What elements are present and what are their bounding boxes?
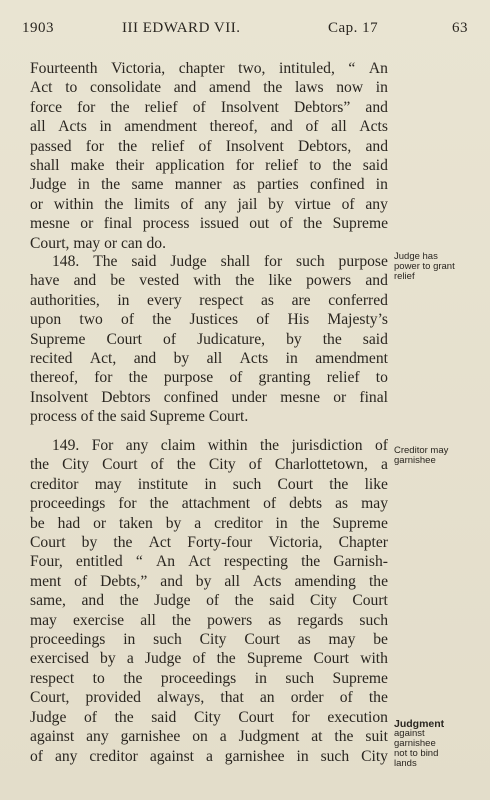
text-line: have and be vested with the like powers and bbox=[30, 272, 388, 290]
header-chapter: Cap. 17 bbox=[328, 20, 379, 36]
margin-note-judgment-lands bbox=[394, 719, 474, 769]
text-line: against any garnishee on a Judgment at the suit bbox=[30, 728, 388, 746]
text-line: same, and the Judge of the said City Court bbox=[30, 592, 388, 610]
text-line: Court, provided always, that an order of the bbox=[30, 689, 388, 707]
text-line: may exercise all the powers as regards such bbox=[30, 611, 388, 629]
margin-note-line: Creditor may bbox=[394, 445, 449, 456]
text-line: Court, may or can do. bbox=[30, 234, 166, 252]
header-title: III EDWARD VII. bbox=[122, 20, 241, 36]
margin-note-line: power to grant bbox=[394, 261, 455, 272]
section-149 bbox=[30, 436, 388, 766]
text-line: Judge of the said City Court for execution bbox=[30, 708, 388, 726]
text-line: mesne or final process issued out of the Supreme bbox=[30, 215, 388, 233]
paragraph-continuation bbox=[30, 59, 388, 253]
margin-note-line: Judge has bbox=[394, 251, 438, 262]
text-line: creditor may institute in such Court the like bbox=[30, 475, 388, 493]
text-line: thereof, for the purpose of granting relief to bbox=[30, 369, 388, 387]
margin-note-line: lands bbox=[394, 758, 417, 769]
margin-note-line: Judgment bbox=[394, 718, 445, 730]
text-line: shall make their application for relief to the said bbox=[30, 157, 388, 175]
text-line: force for the relief of Insolvent Debtors” and bbox=[30, 98, 388, 116]
margin-note-line: garnishee bbox=[394, 738, 436, 749]
margin-note-line: garnishee bbox=[394, 455, 436, 466]
text-line: Fourteenth Victoria, chapter two, intituled, “ An bbox=[30, 60, 388, 77]
text-line: 149. For any claim within the jurisdiction of bbox=[52, 437, 388, 454]
margin-note-creditor-garnishee bbox=[394, 446, 474, 466]
text-line: 148. The said Judge shall for such purpose bbox=[52, 253, 388, 270]
text-line: of any creditor against a garnishee in such City bbox=[30, 747, 388, 765]
text-line: exercised by a Judge of the Supreme Court with bbox=[30, 650, 388, 668]
text-line: upon two of the Justices of His Majesty’s bbox=[30, 311, 388, 329]
text-line: passed for the relief of Insolvent Debtors, and bbox=[30, 137, 388, 155]
header-year: 1903 bbox=[22, 20, 54, 36]
text-line: ment of Debts,” and by all Acts amending the bbox=[30, 572, 388, 590]
text-line: the City Court of the City of Charlottetown, a bbox=[30, 456, 388, 474]
text-line: Act to consolidate and amend the laws now in bbox=[30, 79, 388, 97]
page-header bbox=[22, 20, 468, 40]
text-line: recited Act, and by all Acts in amendment bbox=[30, 350, 388, 368]
margin-note-judge-power bbox=[394, 252, 474, 282]
text-line: Four, entitled “ An Act respecting the Garnish- bbox=[30, 553, 388, 571]
text-line: process of the said Supreme Court. bbox=[30, 408, 249, 426]
text-line: all Acts in amendment thereof, and of all Acts bbox=[30, 118, 388, 136]
text-line: authorities, in every respect as are conferred bbox=[30, 291, 388, 309]
text-line: proceedings for the attachment of debts as may bbox=[30, 495, 388, 513]
text-line: proceedings in such City Court as may be bbox=[30, 631, 388, 649]
header-page-number: 63 bbox=[452, 20, 468, 36]
margin-note-line: relief bbox=[394, 271, 415, 282]
text-line: respect to the proceedings in such Supreme bbox=[30, 669, 388, 687]
text-line: Supreme Court of Judicature, by the said bbox=[30, 330, 388, 348]
text-line: Judge in the same manner as parties confined in bbox=[30, 176, 388, 194]
text-line: be had or taken by a creditor in the Supreme bbox=[30, 514, 388, 532]
margin-note-line: against bbox=[394, 728, 425, 739]
section-148 bbox=[30, 252, 388, 427]
text-line: or within the limits of any jail by virtue of any bbox=[30, 195, 388, 213]
text-line: Court by the Act Forty-four Victoria, Chapter bbox=[30, 534, 388, 552]
text-line: Insolvent Debtors confined under mesne or final bbox=[30, 388, 388, 406]
margin-note-line: not to bind bbox=[394, 748, 439, 759]
